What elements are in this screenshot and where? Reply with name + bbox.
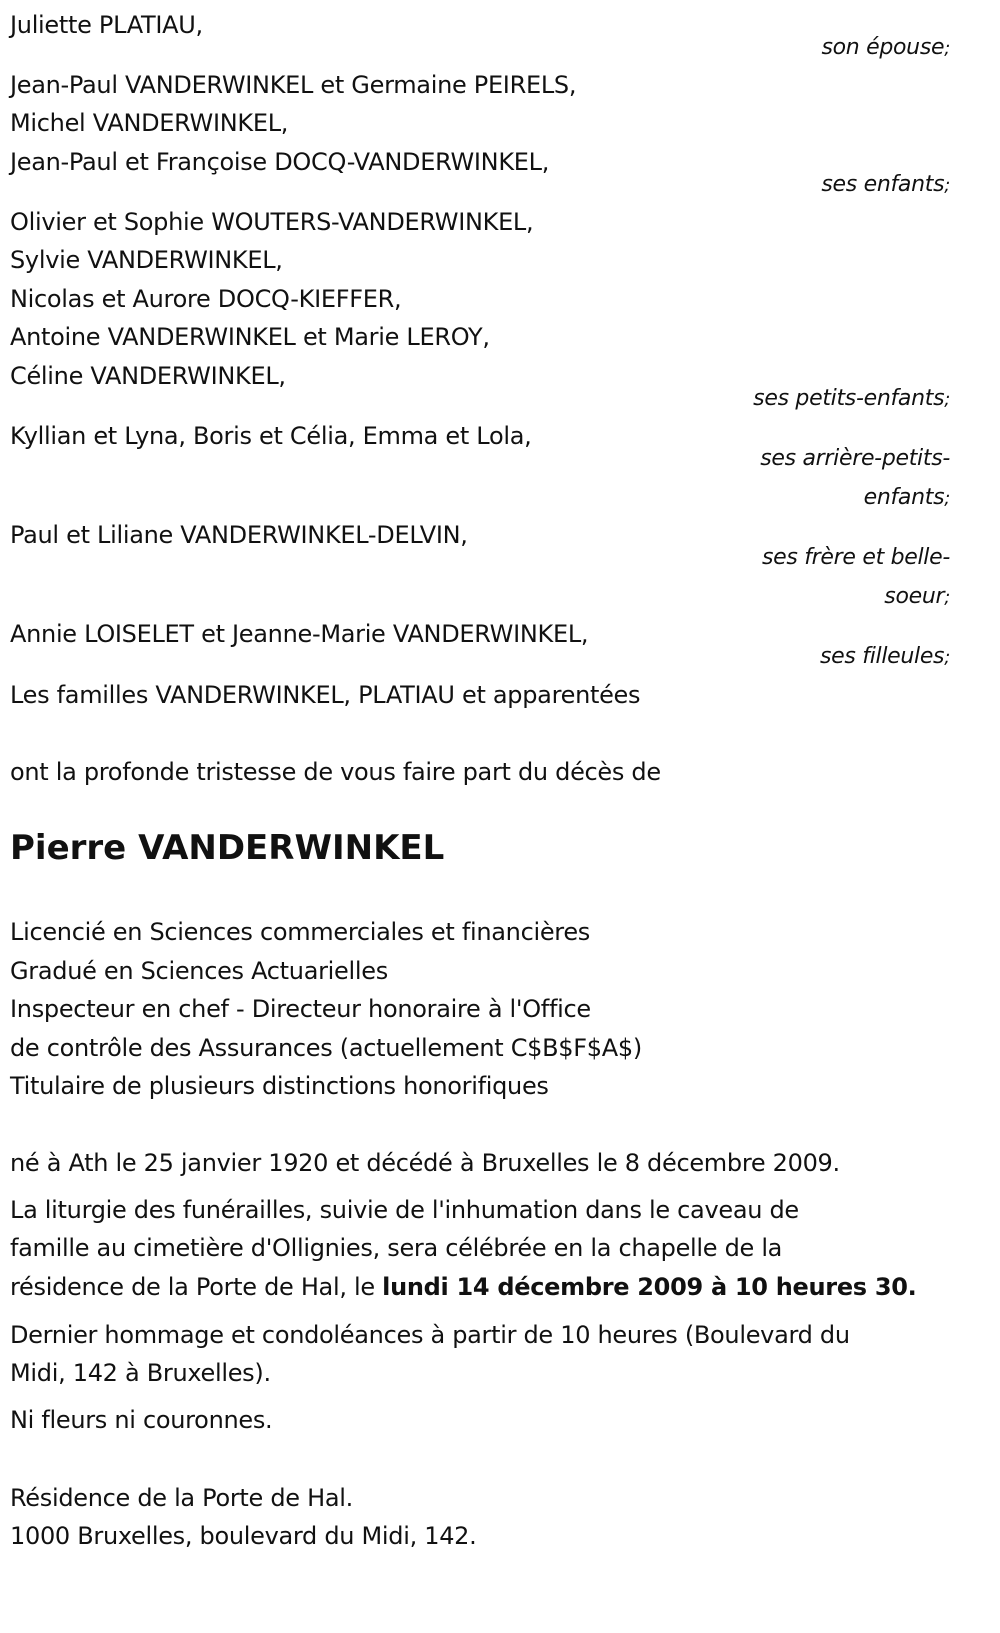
relation-text: ses frère et belle- bbox=[761, 545, 950, 570]
deceased-name: Pierre VANDERWINKEL bbox=[10, 828, 445, 868]
relation-text: son épouse bbox=[821, 35, 945, 60]
relation-label-siblings bbox=[720, 539, 950, 617]
family-name-line: Kyllian et Lyna, Boris et Célia, Emma et Lola, bbox=[10, 422, 532, 450]
family-name-line: Céline VANDERWINKEL, bbox=[10, 362, 286, 390]
relation-end: ; bbox=[944, 38, 950, 59]
relation-text: ses enfants bbox=[821, 172, 945, 197]
family-name-line: Annie LOISELET et Jeanne-Marie VANDERWINKEL, bbox=[10, 620, 589, 648]
relation-text bbox=[720, 578, 950, 618]
funeral-datetime: lundi 14 décembre 2009 à 10 heures 30. bbox=[382, 1273, 917, 1301]
birth-death-text: né à Ath le 25 janvier 1920 et décédé à Bruxelles le 8 décembre 2009. bbox=[10, 1149, 840, 1177]
relation-end: ; bbox=[944, 389, 950, 410]
family-name-line: Olivier et Sophie WOUTERS-VANDERWINKEL, bbox=[10, 208, 534, 236]
family-name-line: Jean-Paul VANDERWINKEL et Germaine PEIRELS, bbox=[10, 71, 577, 99]
no-flowers-text: Ni fleurs ni couronnes. bbox=[10, 1406, 273, 1434]
funeral-line bbox=[10, 1268, 916, 1306]
families-line: Les familles VANDERWINKEL, PLATIAU et apparentées bbox=[10, 681, 641, 709]
funeral-line: La liturgie des funérailles, suivie de l'inhumation dans le caveau de bbox=[10, 1196, 799, 1224]
relation-text: ses petits-enfants bbox=[753, 386, 945, 411]
funeral-line: famille au cimetière d'Ollignies, sera célébrée en la chapelle de la bbox=[10, 1234, 783, 1262]
funeral-location: résidence de la Porte de Hal, le bbox=[10, 1273, 383, 1301]
family-name-line: Michel VANDERWINKEL, bbox=[10, 109, 289, 137]
relation-label-grandchildren bbox=[690, 380, 950, 420]
relation-text: ses filleules bbox=[820, 644, 945, 669]
title-line: Licencié en Sciences commerciales et financières bbox=[10, 918, 591, 946]
condolences-line: Dernier hommage et condoléances à partir de 10 heures (Boulevard du bbox=[10, 1321, 850, 1349]
family-name-line: Paul et Liliane VANDERWINKEL-DELVIN, bbox=[10, 521, 468, 549]
relation-label-spouse bbox=[720, 29, 950, 69]
relation-end: ; bbox=[944, 487, 950, 509]
title-line: Gradué en Sciences Actuarielles bbox=[10, 957, 388, 985]
relation-label-great-grandchildren bbox=[720, 440, 950, 518]
title-line: Inspecteur en chef - Directeur honoraire à l'Office bbox=[10, 995, 591, 1023]
relation-text: ses arrière-petits- bbox=[760, 446, 950, 471]
address-line: 1000 Bruxelles, boulevard du Midi, 142. bbox=[10, 1522, 477, 1550]
condolences-line: Midi, 142 à Bruxelles). bbox=[10, 1359, 271, 1387]
announcement-text: ont la profonde tristesse de vous faire part du décès de bbox=[10, 758, 661, 786]
relation-text: enfants bbox=[863, 484, 945, 510]
relation-text: soeur bbox=[884, 583, 945, 609]
relation-text bbox=[720, 479, 950, 519]
family-name-line: Antoine VANDERWINKEL et Marie LEROY, bbox=[10, 323, 490, 351]
family-name-line: Jean-Paul et Françoise DOCQ-VANDERWINKEL, bbox=[10, 148, 550, 176]
family-name-line: Sylvie VANDERWINKEL, bbox=[10, 246, 283, 274]
relation-end: ; bbox=[944, 647, 950, 668]
relation-label-children bbox=[720, 166, 950, 206]
family-name-line: Juliette PLATIAU, bbox=[10, 11, 203, 39]
relation-end: ; bbox=[944, 586, 950, 608]
address-line: Résidence de la Porte de Hal. bbox=[10, 1484, 353, 1512]
relation-label-goddaughters bbox=[720, 638, 950, 678]
title-line: Titulaire de plusieurs distinctions honorifiques bbox=[10, 1072, 549, 1100]
family-name-line: Nicolas et Aurore DOCQ-KIEFFER, bbox=[10, 285, 402, 313]
relation-end: ; bbox=[944, 175, 950, 196]
title-line: de contrôle des Assurances (actuellement C$B$F$A$) bbox=[10, 1034, 642, 1062]
